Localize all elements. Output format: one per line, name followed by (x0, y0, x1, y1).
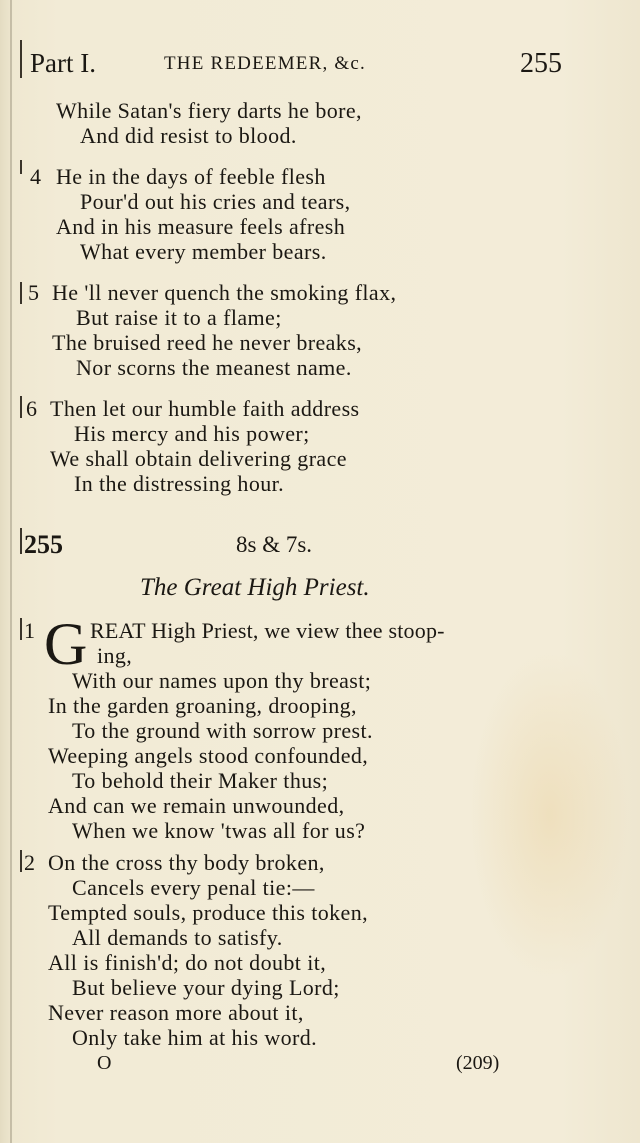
running-head-part: Part I. (30, 48, 96, 78)
verse-line: He 'll never quench the smoking flax, (52, 280, 397, 305)
verse-line: But raise it to a flame; (76, 305, 282, 330)
verse-line: Then let our humble faith address (50, 396, 360, 421)
verse-line: His mercy and his power; (74, 421, 310, 446)
source-page-ref: (209) (456, 1052, 500, 1074)
verse-line: On the cross thy body broken, (48, 850, 325, 875)
verse-line: Only take him at his word. (72, 1025, 318, 1050)
paper-stain (470, 650, 630, 980)
verse-line: To the ground with sorrow prest. (72, 718, 373, 743)
hymn-title: The Great High Priest. (140, 574, 370, 601)
signature-mark: O (97, 1052, 112, 1074)
binding-edge (10, 0, 12, 1143)
margin-bar (20, 396, 22, 418)
verse-number: 4 (30, 164, 42, 189)
verse-line: Nor scorns the meanest name. (76, 355, 352, 380)
margin-bar (20, 850, 22, 872)
verse-line: Tempted souls, produce this token, (48, 900, 369, 925)
page-number: 255 (520, 48, 562, 79)
verse-line: In the garden groaning, drooping, (48, 693, 357, 718)
margin-bar (20, 160, 22, 174)
verse-line: But believe your dying Lord; (72, 975, 340, 1000)
verse-number: 2 (24, 850, 36, 875)
verse-line: We shall obtain delivering grace (50, 446, 347, 471)
margin-bar (20, 282, 22, 304)
verse-line: What every member bears. (80, 239, 327, 264)
running-head-title: THE REDEEMER, &c. (164, 53, 366, 74)
verse-line: Never reason more about it, (48, 1000, 304, 1025)
verse-number: 5 (28, 280, 40, 305)
verse-line: He in the days of feeble flesh (56, 164, 326, 189)
verse-line: All demands to satisfy. (72, 925, 283, 950)
verse-line: And in his measure feels afresh (56, 214, 346, 239)
verse-line: With our names upon thy breast; (72, 668, 372, 693)
verse-line: Weeping angels stood confounded, (48, 743, 369, 768)
margin-bar (20, 618, 22, 640)
verse-line: And can we remain unwounded, (48, 793, 345, 818)
verse-number: 1 (24, 618, 36, 643)
verse-line: ing, (97, 643, 133, 668)
hymn-number: 255 (24, 530, 63, 559)
verse-line: When we know 'twas all for us? (72, 818, 366, 843)
margin-bar (20, 528, 22, 554)
verse-line: The bruised reed he never breaks, (52, 330, 363, 355)
hymn-meter: 8s & 7s. (236, 532, 313, 557)
verse-line: To behold their Maker thus; (72, 768, 329, 793)
margin-bar (20, 40, 22, 78)
verse-line: REAT High Priest, we view thee stoop- (90, 618, 445, 643)
verse-line: Pour'd out his cries and tears, (80, 189, 351, 214)
drop-cap: G (44, 611, 88, 677)
verse-number: 6 (26, 396, 38, 421)
verse-line: In the distressing hour. (74, 471, 285, 496)
verse-line: And did resist to blood. (80, 123, 297, 148)
verse-line: While Satan's fiery darts he bore, (56, 98, 362, 123)
verse-line: All is finish'd; do not doubt it, (48, 950, 327, 975)
verse-line: Cancels every penal tie:— (72, 875, 315, 900)
